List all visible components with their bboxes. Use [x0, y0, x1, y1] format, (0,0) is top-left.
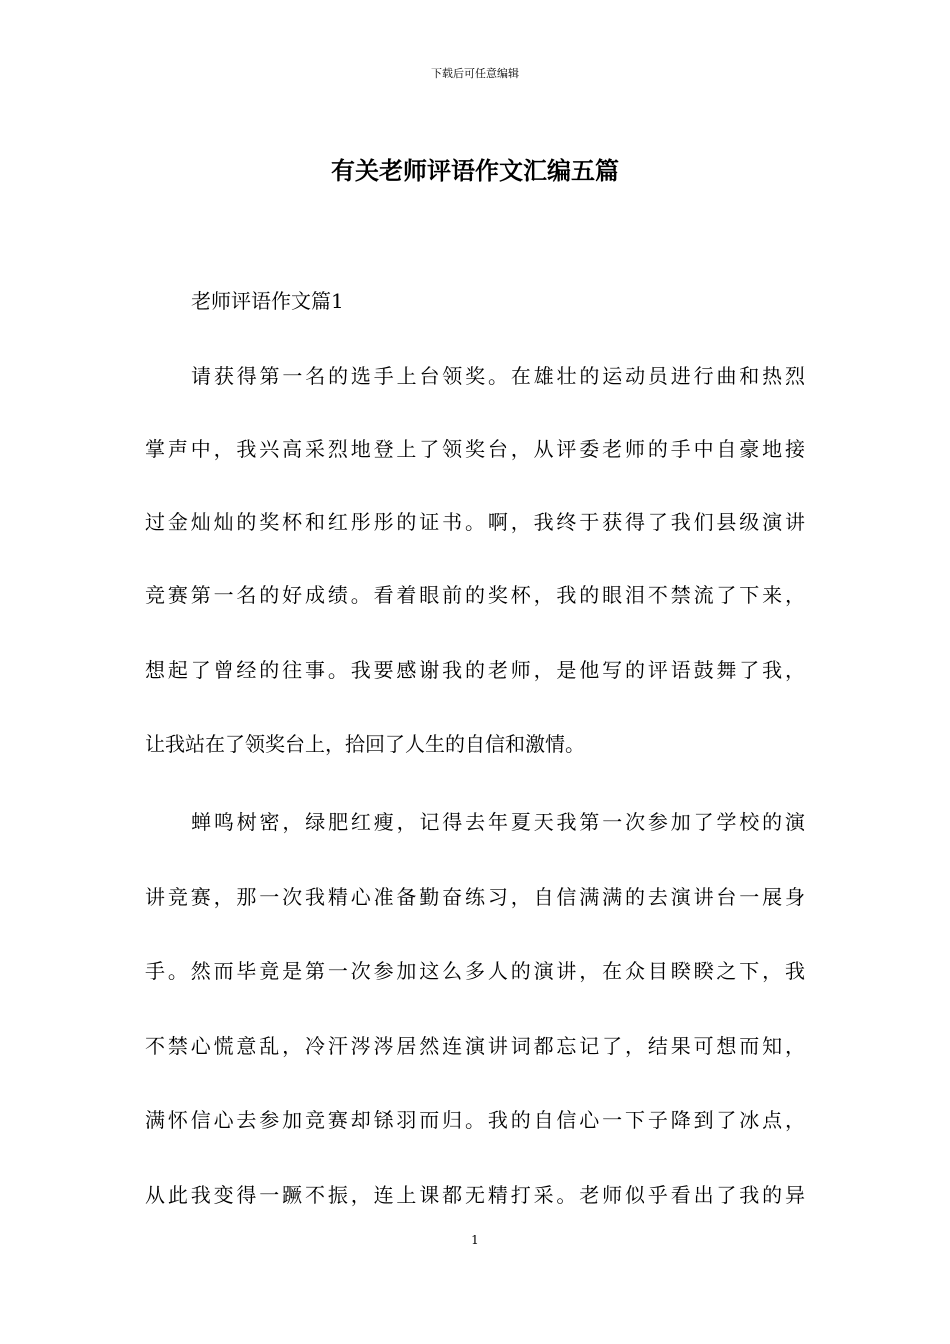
paragraph-line: 想起了曾经的往事。我要感谢我的老师，是他写的评语鼓舞了我， [145, 658, 805, 682]
paragraph-line: 从此我变得一蹶不振，连上课都无精打采。老师似乎看出了我的异 [145, 1183, 805, 1207]
paragraph-line: 掌声中，我兴高采烈地登上了领奖台，从评委老师的手中自豪地接 [145, 437, 805, 461]
page-header-note: 下载后可任意编辑 [431, 67, 519, 80]
paragraph-line: 不禁心慌意乱，冷汗涔涔居然连演讲词都忘记了，结果可想而知， [145, 1034, 805, 1058]
paragraph-line: 蝉鸣树密，绿肥红瘦，记得去年夏天我第一次参加了学校的演 [191, 810, 805, 834]
document-title: 有关老师评语作文汇编五篇 [331, 156, 619, 185]
paragraph-line: 竞赛第一名的好成绩。看着眼前的奖杯，我的眼泪不禁流了下来， [145, 583, 805, 607]
paragraph-line: 手。然而毕竟是第一次参加这么多人的演讲，在众目睽睽之下，我 [145, 959, 805, 983]
paragraph-line: 让我站在了领奖台上，拾回了人生的自信和激情。 [145, 732, 585, 756]
paragraph-line: 请获得第一名的选手上台领奖。在雄壮的运动员进行曲和热烈 [191, 364, 805, 388]
paragraph-line: 满怀信心去参加竞赛却铩羽而归。我的自信心一下子降到了冰点， [145, 1108, 805, 1132]
section-heading: 老师评语作文篇1 [191, 289, 344, 313]
paragraph-line: 过金灿灿的奖杯和红彤彤的证书。啊，我终于获得了我们县级演讲 [145, 510, 805, 534]
paragraph-line: 讲竞赛，那一次我精心准备勤奋练习，自信满满的去演讲台一展身 [145, 885, 805, 909]
page-number: 1 [471, 1233, 479, 1247]
